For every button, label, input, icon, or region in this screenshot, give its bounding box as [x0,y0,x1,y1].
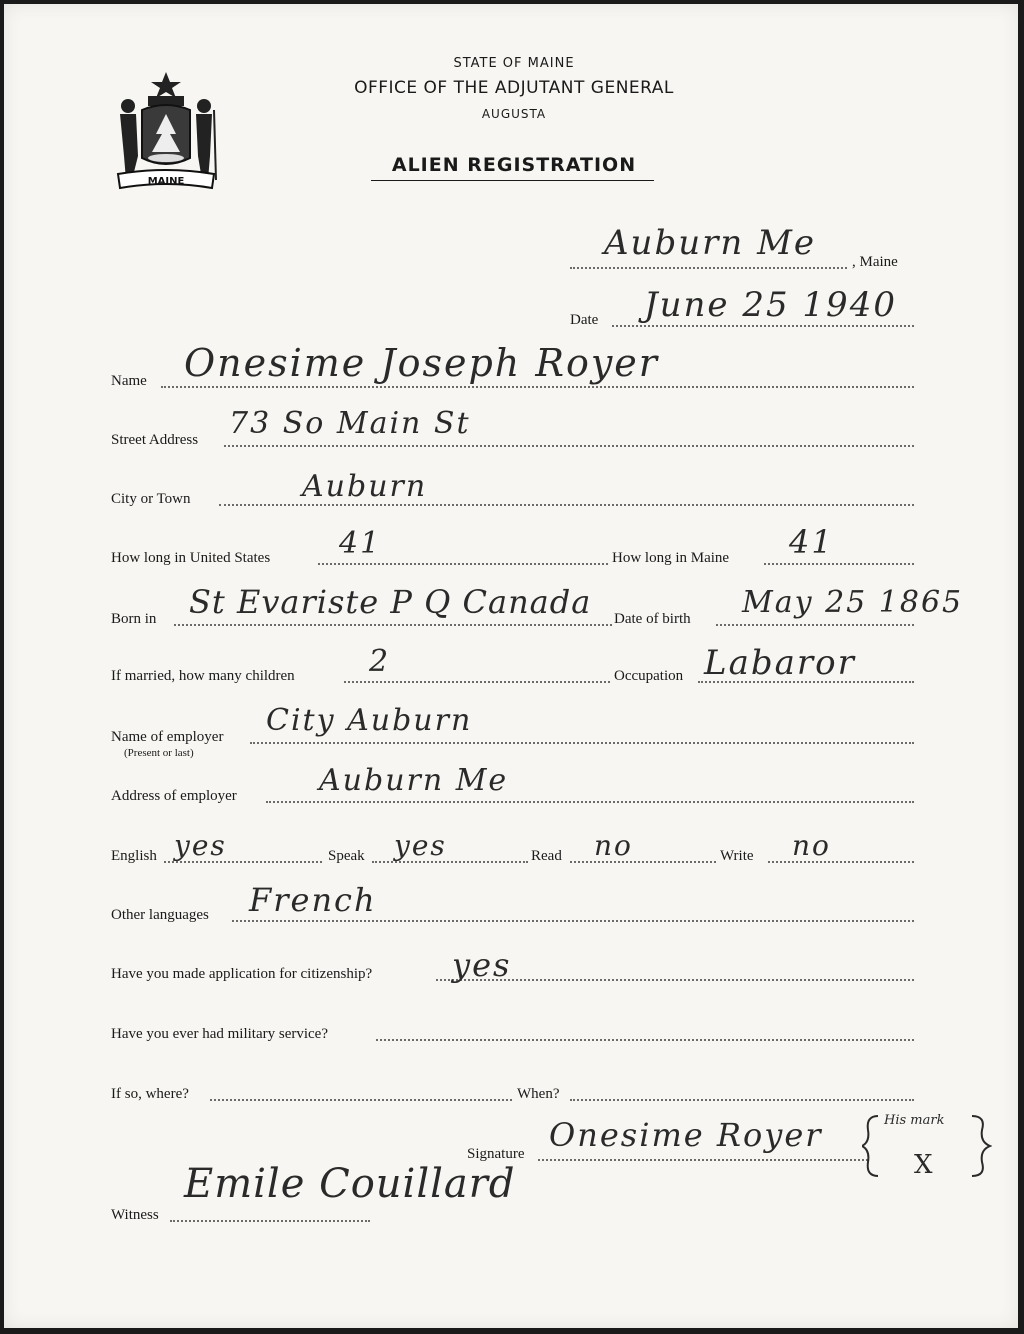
form-title: ALIEN REGISTRATION [391,154,637,176]
header-city: AUGUSTA [481,107,547,121]
name-value: Onesime Joseph Royer [184,341,659,385]
read-value: no [594,829,633,862]
signature-label: Signature [467,1146,525,1162]
street-value: 73 So Main St [229,406,471,441]
children-line [344,681,610,683]
witness-label: Witness [111,1207,159,1223]
header-office: OFFICE OF THE ADJUTANT GENERAL [354,78,674,98]
date-line [612,325,914,327]
other-languages-line [232,920,914,922]
employer-label: Name of employer [111,729,224,745]
date-of-birth-label: Date of birth [614,611,691,627]
english-label: English [111,848,157,864]
how-long-maine-label: How long in Maine [612,550,730,566]
employer-line [250,742,914,744]
military-line [376,1039,914,1041]
city-value: Auburn [302,469,428,504]
date-label: Date [570,312,599,328]
street-label: Street Address [111,432,199,448]
write-line [768,861,914,863]
signature-mark-note: His mark [884,1113,945,1128]
when-label: When? [517,1086,560,1102]
city-label: City or Town [111,491,191,507]
how-long-maine-line [764,563,914,565]
citizenship-value: yes [452,946,512,984]
date-of-birth-line [716,624,914,626]
location-line [570,267,847,269]
how-long-us-line [318,563,608,565]
city-line [219,504,914,506]
citizenship-label: Have you made application for citizenship? [111,966,373,982]
how-long-us-label: How long in United States [111,550,271,566]
location-value: Auburn Me [604,223,817,263]
write-value: no [792,829,831,862]
read-line [570,861,716,863]
date-value: June 25 1940 [644,285,897,325]
name-label: Name [111,373,147,389]
street-line [224,445,914,447]
children-value: 2 [369,644,391,679]
other-languages-value: French [249,881,377,919]
read-label: Read [531,848,562,864]
born-in-line [174,624,612,626]
location-suffix: , Maine [852,254,898,270]
where-line [210,1099,512,1101]
born-in-value: St Evariste P Q Canada [189,583,592,621]
date-of-birth-value: May 25 1865 [742,585,964,620]
how-long-maine-value: 41 [789,523,834,561]
signature-line [538,1159,868,1161]
signature-mark: X [914,1150,935,1180]
witness-line [170,1220,370,1222]
military-label: Have you ever had military service? [111,1026,328,1042]
signature-brace-icon [862,1112,992,1182]
employer-address-value: Auburn Me [319,763,509,798]
witness-value: Emile Couillard [184,1161,516,1207]
document-page [4,4,1018,1328]
header-state: STATE OF MAINE [453,56,575,71]
other-languages-label: Other languages [111,907,209,923]
children-label: If married, how many children [111,668,295,684]
how-long-us-value: 41 [339,526,382,561]
where-label: If so, where? [111,1086,189,1102]
occupation-value: Labaror [704,643,856,683]
seal-label: MAINE [147,176,185,187]
maine-state-seal-icon [112,70,220,192]
name-line [161,386,914,388]
english-value: yes [174,829,227,862]
occupation-label: Occupation [614,668,684,684]
employer-sublabel: (Present or last) [124,747,194,759]
employer-value: City Auburn [266,703,473,738]
employer-address-label: Address of employer [111,788,237,804]
employer-address-line [266,801,914,803]
write-label: Write [720,848,754,864]
signature-value: Onesime Royer [549,1116,823,1154]
speak-label: Speak [328,848,365,864]
when-line [570,1099,914,1101]
born-in-label: Born in [111,611,157,627]
title-underline [371,180,654,181]
speak-value: yes [394,829,447,862]
